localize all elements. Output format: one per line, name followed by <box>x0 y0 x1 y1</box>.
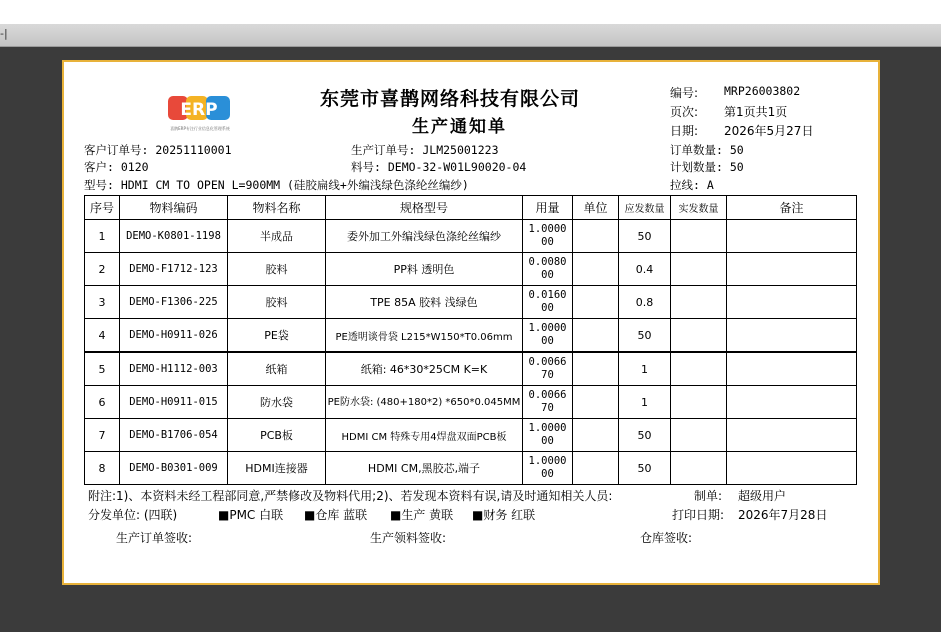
col-header-actual-qty: 实发数量 <box>671 196 727 220</box>
col-header-seq: 序号 <box>85 196 120 220</box>
cell-code: DEMO-F1712-123 <box>120 253 228 286</box>
cell-code: DEMO-B0301-009 <box>120 452 228 485</box>
cell-seq: 2 <box>85 253 120 286</box>
cell-issue-qty: 50 <box>619 419 671 452</box>
production-line: 拉线: A <box>670 178 714 192</box>
table-row <box>85 220 857 253</box>
plan-quantity: 计划数量: 50 <box>670 160 744 174</box>
maker-label: 制单: <box>694 489 723 503</box>
table-row <box>85 352 857 386</box>
cell-usage: 1.0000 00 <box>523 452 573 485</box>
cell-seq: 7 <box>85 419 120 452</box>
document-title: 生产通知单 <box>412 117 507 137</box>
cell-unit <box>573 419 619 452</box>
order-quantity: 订单数量: 50 <box>670 143 744 157</box>
model: 型号: HDMI CM TO OPEN L=900MM (硅胶扁线+外编浅绿色涤纶丝编纱) <box>84 178 469 192</box>
cell-usage: 0.0066 70 <box>523 386 573 419</box>
cell-seq: 8 <box>85 452 120 485</box>
cell-note <box>727 419 857 452</box>
cell-issue-qty: 0.8 <box>619 286 671 319</box>
cell-issue-qty: 50 <box>619 452 671 485</box>
table-row <box>85 452 857 485</box>
cell-spec: TPE 85A 胶料 浅绿色 <box>326 286 523 319</box>
material-table <box>84 195 857 485</box>
cell-name: 纸箱 <box>228 352 326 386</box>
cell-note <box>727 352 857 386</box>
table-header-row <box>85 196 857 220</box>
logo-subtext: 喜鹊ERP专注行业信息化管理系统 <box>170 126 230 131</box>
col-header-note: 备注 <box>727 196 857 220</box>
logo-text: ERP <box>180 100 218 120</box>
cell-unit <box>573 220 619 253</box>
cell-spec: PP料 透明色 <box>326 253 523 286</box>
cell-spec: HDMI CM 特殊专用4焊盘双面PCB板 <box>326 419 523 452</box>
date-value: 2026年5月27日 <box>724 124 814 138</box>
cell-actual-qty <box>671 452 727 485</box>
cell-actual-qty <box>671 319 727 353</box>
toolbar-marker: -| <box>0 27 8 40</box>
col-header-usage: 用量 <box>523 196 573 220</box>
col-header-name: 物料名称 <box>228 196 326 220</box>
table-row <box>85 319 857 353</box>
print-page <box>62 60 880 585</box>
cell-code: DEMO-H0911-026 <box>120 319 228 353</box>
cell-note <box>727 319 857 353</box>
cell-code: DEMO-K0801-1198 <box>120 220 228 253</box>
col-header-issue-qty: 应发数量 <box>619 196 671 220</box>
cell-name: PE袋 <box>228 319 326 353</box>
cell-actual-qty <box>671 220 727 253</box>
cell-actual-qty <box>671 386 727 419</box>
material-picking-signoff: 生产领料签收: <box>370 531 447 545</box>
print-date-label: 打印日期: <box>672 508 725 522</box>
cell-usage: 1.0000 00 <box>523 419 573 452</box>
production-order-number: 生产订单号: JLM25001223 <box>351 143 499 157</box>
window-top-area <box>0 0 941 24</box>
cell-note <box>727 286 857 319</box>
cell-note <box>727 220 857 253</box>
cell-issue-qty: 1 <box>619 386 671 419</box>
col-header-unit: 单位 <box>573 196 619 220</box>
cell-name: PCB板 <box>228 419 326 452</box>
cell-unit <box>573 286 619 319</box>
cell-code: DEMO-H1112-003 <box>120 352 228 386</box>
distribution-pmc: ■PMC 白联 <box>218 508 284 522</box>
cell-name: 胶料 <box>228 253 326 286</box>
cell-issue-qty: 50 <box>619 220 671 253</box>
distribution-finance: ■财务 红联 <box>472 508 536 522</box>
cell-unit <box>573 452 619 485</box>
customer: 客户: 0120 <box>84 160 149 174</box>
cell-name: 胶料 <box>228 286 326 319</box>
cell-actual-qty <box>671 419 727 452</box>
cell-issue-qty: 1 <box>619 352 671 386</box>
print-date-value: 2026年7月28日 <box>738 508 828 522</box>
cell-seq: 4 <box>85 319 120 353</box>
cell-usage: 0.0066 70 <box>523 352 573 386</box>
cell-name: 半成品 <box>228 220 326 253</box>
cell-unit <box>573 253 619 286</box>
cell-seq: 1 <box>85 220 120 253</box>
number-label: 编号: <box>670 86 699 100</box>
cell-code: DEMO-F1306-225 <box>120 286 228 319</box>
page-label: 页次: <box>670 105 699 119</box>
table-row <box>85 419 857 452</box>
warehouse-signoff: 仓库签收: <box>640 531 693 545</box>
cell-seq: 6 <box>85 386 120 419</box>
company-name: 东莞市喜鹊网络科技有限公司 <box>320 88 581 110</box>
col-header-code: 物料编码 <box>120 196 228 220</box>
cell-unit <box>573 319 619 353</box>
cell-name: HDMI连接器 <box>228 452 326 485</box>
cell-actual-qty <box>671 352 727 386</box>
cell-spec: PE透明谈骨袋 L215*W150*T0.06mm <box>326 319 523 353</box>
date-label: 日期: <box>670 124 699 138</box>
cell-code: DEMO-H0911-015 <box>120 386 228 419</box>
cell-spec: 委外加工外编浅绿色涤纶丝编纱 <box>326 220 523 253</box>
cell-unit <box>573 352 619 386</box>
cell-seq: 3 <box>85 286 120 319</box>
table-row <box>85 253 857 286</box>
part-number: 料号: DEMO-32-W01L90020-04 <box>351 160 527 174</box>
footer-notes: 附注:1)、本资料未经工程部同意,严禁修改及物料代用;2)、若发现本资料有误,请及时通知相关人员: <box>88 489 613 503</box>
cell-usage: 0.0160 00 <box>523 286 573 319</box>
cell-issue-qty: 0.4 <box>619 253 671 286</box>
distribution-production: ■生产 黄联 <box>390 508 454 522</box>
col-header-spec: 规格型号 <box>326 196 523 220</box>
cell-usage: 1.0000 00 <box>523 220 573 253</box>
maker-value: 超级用户 <box>738 489 787 503</box>
cell-note <box>727 253 857 286</box>
production-order-signoff: 生产订单签收: <box>116 531 193 545</box>
table-row <box>85 286 857 319</box>
cell-note <box>727 386 857 419</box>
cell-seq: 5 <box>85 352 120 386</box>
distribution-warehouse: ■仓库 蓝联 <box>304 508 368 522</box>
table-row <box>85 386 857 419</box>
customer-order-number: 客户订单号: 20251110001 <box>84 143 232 157</box>
cell-spec: PE防水袋: (480+180*2) *650*0.045MM <box>326 386 523 419</box>
toolbar-strip <box>0 24 941 47</box>
cell-actual-qty <box>671 286 727 319</box>
erp-logo-icon <box>164 92 236 134</box>
distribution-label: 分发单位: (四联) <box>88 508 178 522</box>
cell-actual-qty <box>671 253 727 286</box>
page-value: 第1页共1页 <box>724 105 788 119</box>
cell-note <box>727 452 857 485</box>
cell-spec: HDMI CM,黑胶芯,端子 <box>326 452 523 485</box>
company-logo <box>164 92 236 134</box>
number-value: MRP26003802 <box>724 84 801 98</box>
cell-unit <box>573 386 619 419</box>
cell-usage: 0.0080 00 <box>523 253 573 286</box>
cell-code: DEMO-B1706-054 <box>120 419 228 452</box>
cell-usage: 1.0000 00 <box>523 319 573 353</box>
cell-spec: 纸箱: 46*30*25CM K=K <box>326 352 523 386</box>
cell-name: 防水袋 <box>228 386 326 419</box>
cell-issue-qty: 50 <box>619 319 671 353</box>
